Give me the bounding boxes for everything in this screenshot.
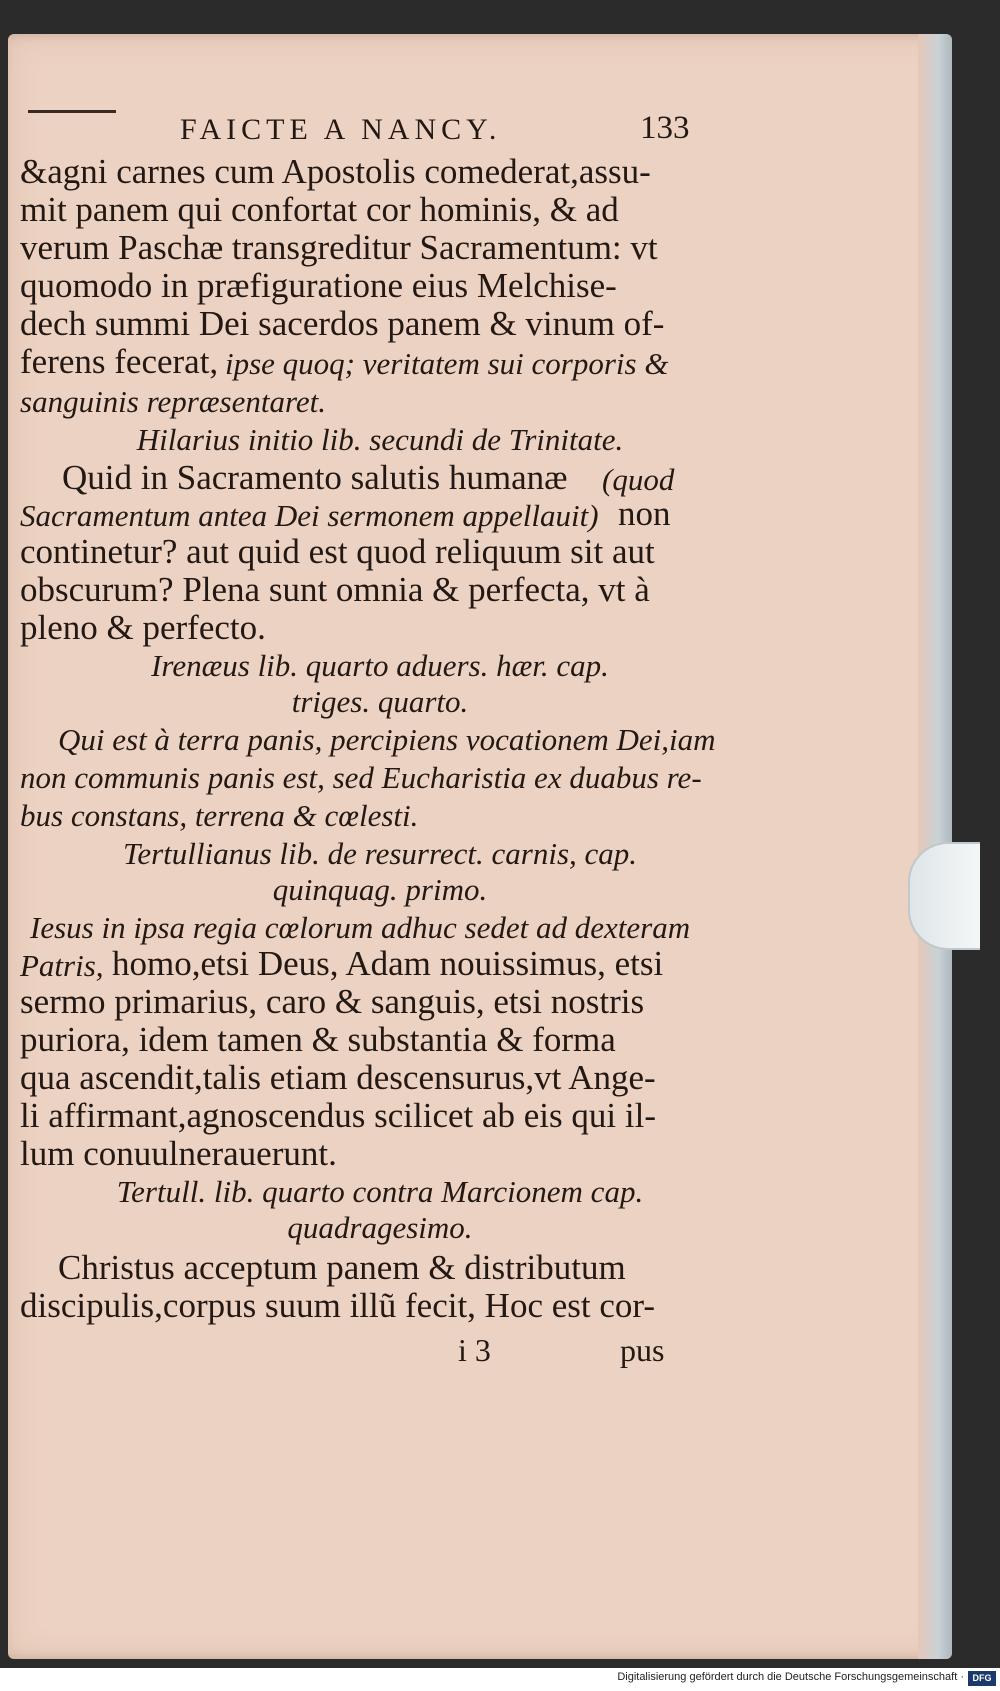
text-line: quomodo in præfiguratione eius Melchise- [20, 266, 617, 305]
funding-credit: Digitalisierung gefördert durch die Deutsche Forschungsgemeinschaft · [617, 1671, 964, 1683]
text-line: dech summi Dei sacerdos panem & vinum of- [20, 304, 665, 343]
text-line: Christus acceptum panem & distributum [58, 1248, 626, 1287]
citation-heading: Irenæus lib. quarto aduers. hær. cap. [151, 648, 609, 683]
text-line-italic: ipse quoq; veritatem sui corporis & [225, 346, 669, 381]
text-line: sermo primarius, caro & sanguis, etsi nostris [20, 982, 645, 1021]
text-line: obscurum? Plena sunt omnia & perfecta, vt à [20, 570, 650, 609]
text-line: pleno & perfecto. [20, 608, 266, 647]
text-line: qua ascendit,talis etiam descensurus,vt Ange- [20, 1058, 656, 1097]
catchword: pus [620, 1332, 665, 1368]
footer-bar [0, 1668, 1000, 1691]
text-line: mit panem qui confortat cor hominis, & ad [20, 190, 619, 229]
citation-heading: triges. quarto. [291, 684, 469, 719]
citation-heading: Hilarius initio lib. secundi de Trinitate. [136, 422, 624, 457]
signature-mark: i 3 [458, 1332, 491, 1368]
text-line: lum conuulnerauerunt. [20, 1134, 337, 1173]
text-line: continetur? aut quid est quod reliquum sit aut [20, 532, 655, 571]
text-line-italic: (quod [602, 462, 675, 497]
header-rule [28, 110, 116, 113]
text-line-italic: non communis panis est, sed Eucharistia ex duabus re- [20, 760, 702, 795]
citation-heading: Tertullianus lib. de resurrect. carnis, cap. [122, 836, 638, 871]
text-line-italic: sanguinis repræsentaret. [20, 384, 326, 419]
text-line: puriora, idem tamen & substantia & forma [20, 1020, 616, 1059]
text-line: non [618, 494, 671, 533]
dfg-logo: DFG [968, 1671, 996, 1686]
text-line-italic: Qui est à terra panis, percipiens vocationem Dei,iam [58, 722, 716, 757]
text-line-italic: Sacramentum antea Dei sermonem appellauit) [20, 498, 599, 533]
text-line-italic: Iesus in ipsa regia cœlorum adhuc sedet ad dexteram [30, 910, 691, 945]
citation-heading: quinquag. primo. [272, 872, 488, 907]
text-line-italic: Patris, [20, 948, 104, 983]
text-line: verum Paschæ transgreditur Sacramentum: vt [20, 228, 658, 267]
text-line-italic: bus constans, terrena & cœlesti. [20, 798, 419, 833]
text-line: li affirmant,agnoscendus scilicet ab eis qui il- [20, 1096, 656, 1135]
text-line: homo,etsi Deus, Adam nouissimus, etsi [112, 944, 664, 983]
page-number: 133 [640, 110, 690, 146]
running-title: FAICTE A NANCY. [180, 113, 502, 146]
citation-heading: quadragesimo. [287, 1210, 473, 1245]
text-line: Quid in Sacramento salutis humanæ [62, 458, 568, 497]
text-line: &agni carnes cum Apostolis comederat,assu- [20, 152, 651, 191]
text-line: ferens fecerat, [20, 342, 219, 381]
citation-heading: Tertull. lib. quarto contra Marcionem cap. [116, 1174, 644, 1209]
page-clip [908, 842, 980, 950]
text-line: discipulis,corpus suum illũ fecit, Hoc est cor- [20, 1286, 656, 1325]
